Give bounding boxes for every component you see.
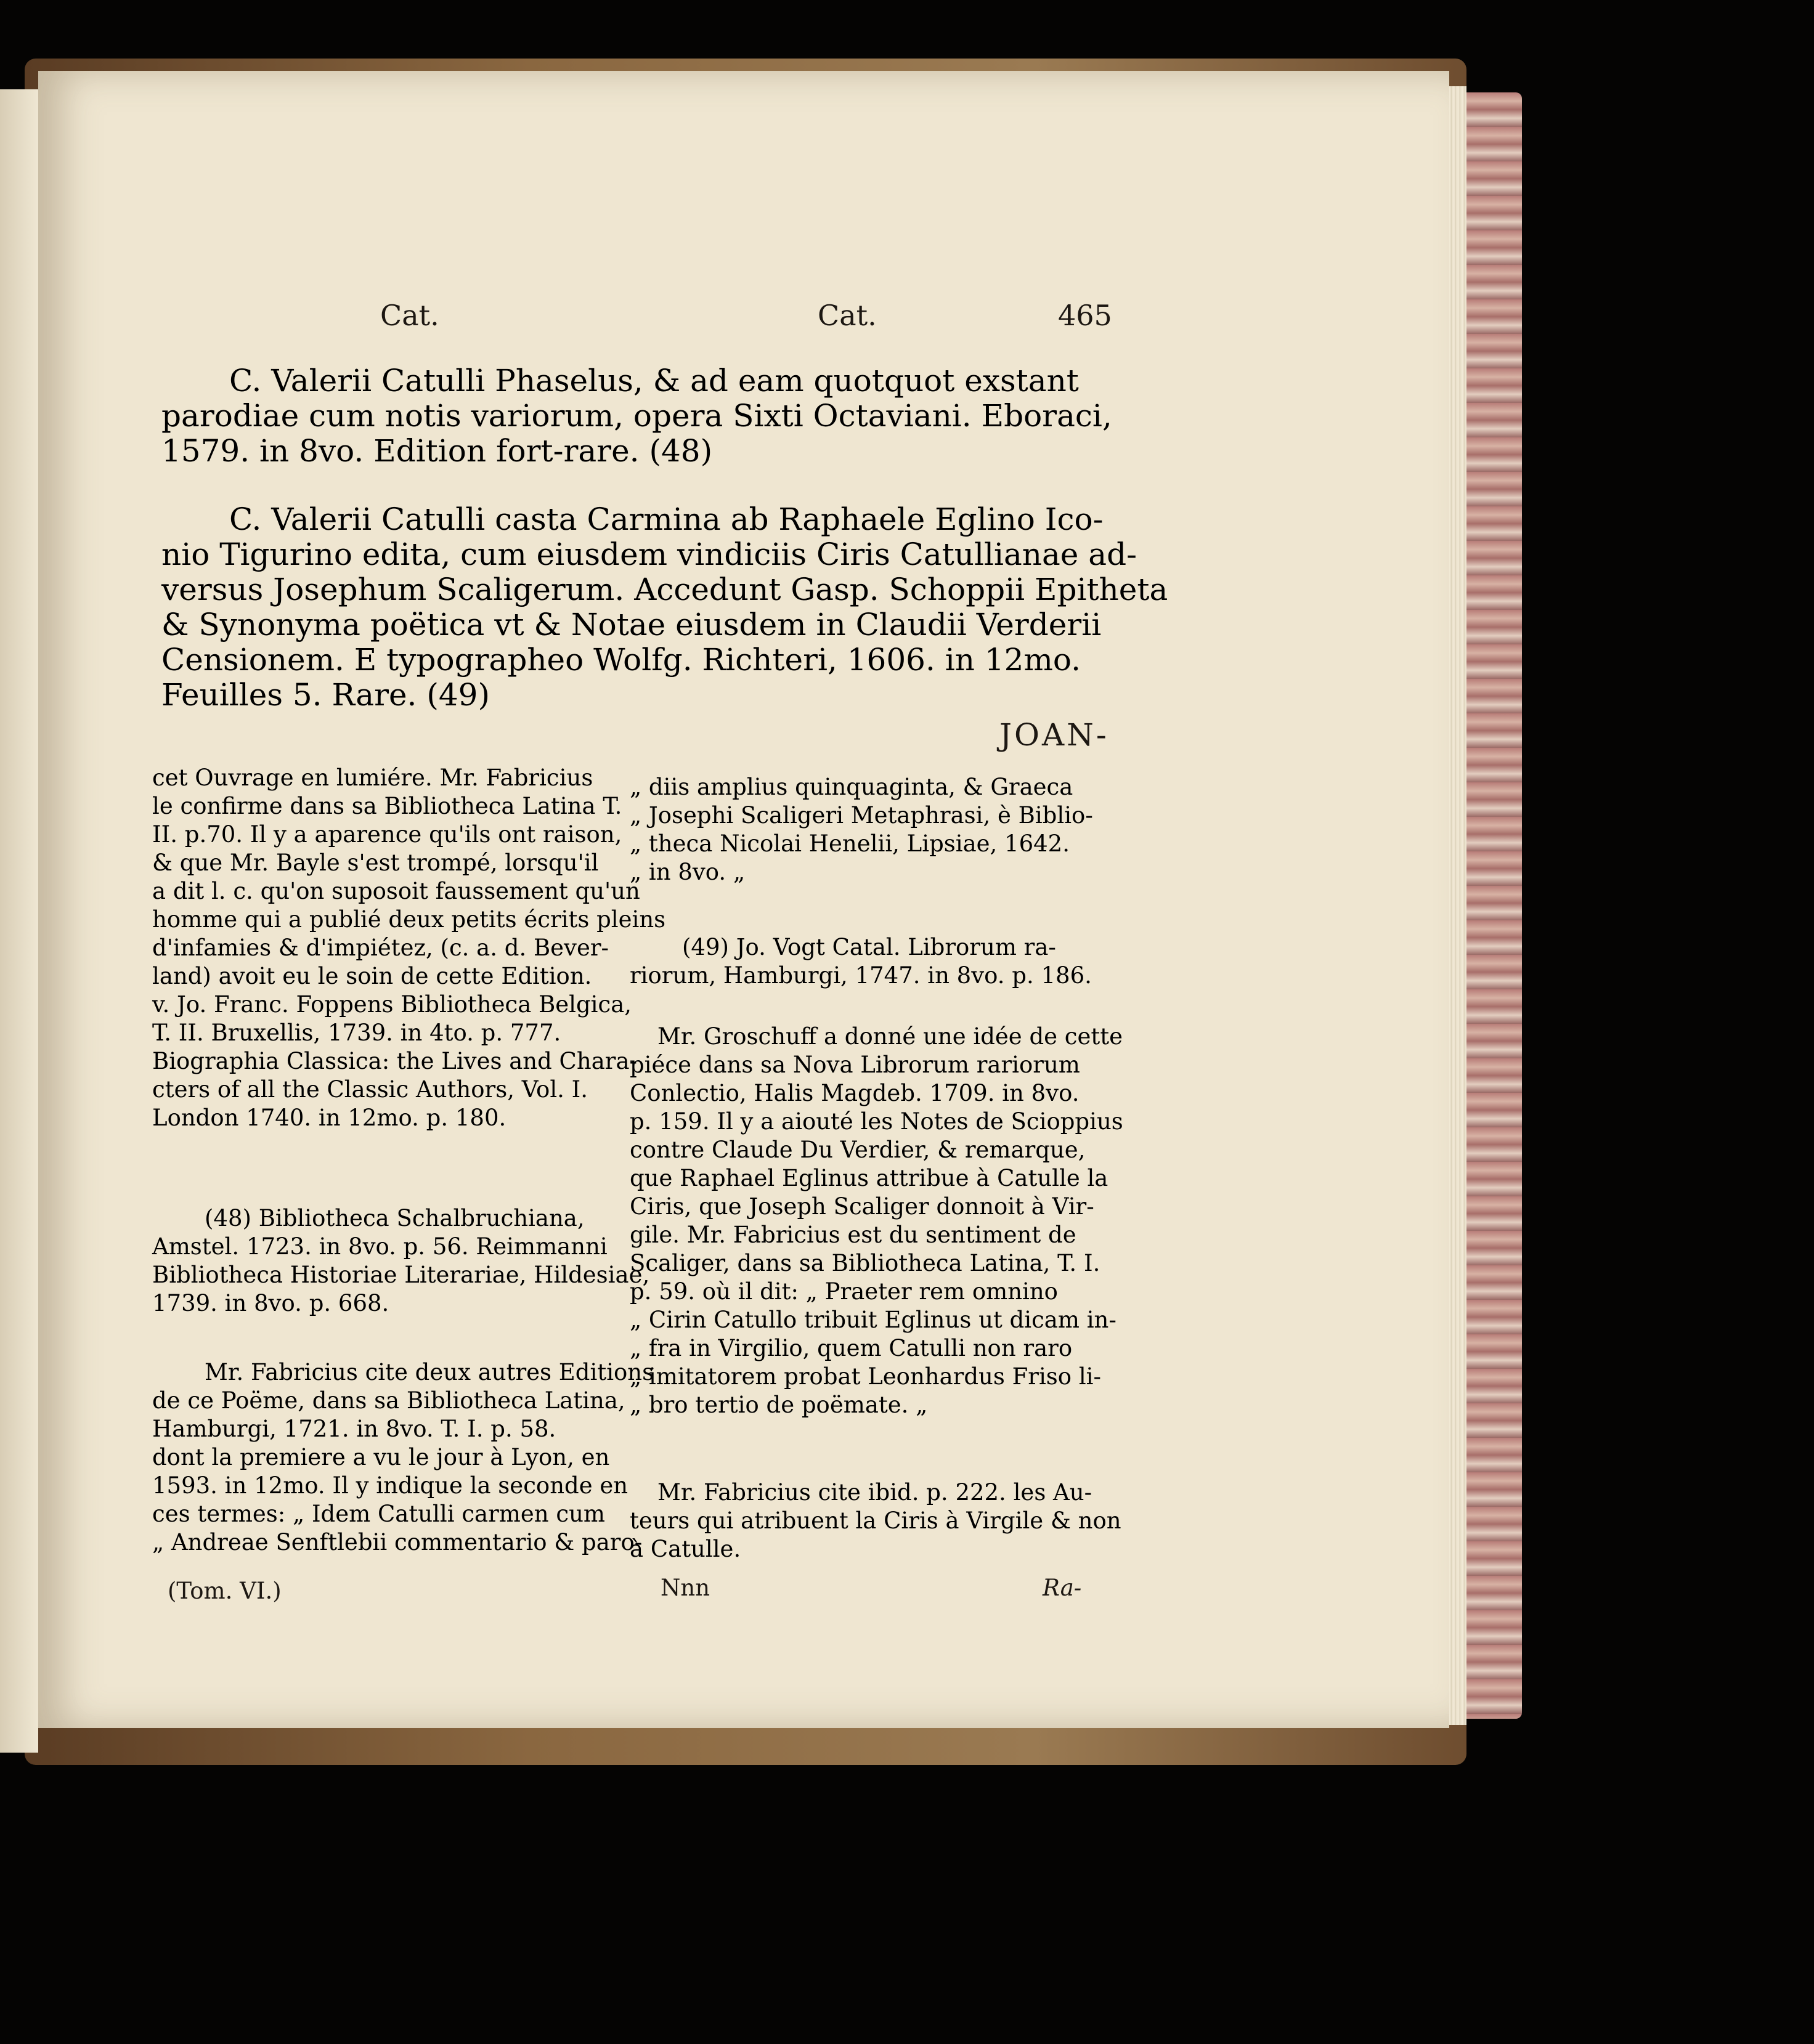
text-line: 1739. in 8vo. p. 668.	[152, 1290, 389, 1316]
text-line: Mr. Fabricius cite deux autres Editions	[205, 1359, 654, 1385]
right-note-4	[630, 1478, 1121, 1563]
entry-catulli-carmina	[161, 502, 1168, 713]
text-line: piéce dans sa Nova Librorum rariorum	[630, 1052, 1080, 1078]
text-line: teurs qui atribuent la Ciris à Virgile & non	[630, 1507, 1121, 1534]
text-line: p. 159. Il y a aiouté les Notes de Scioppius	[630, 1108, 1123, 1135]
text-line: Ciris, que Joseph Scaliger donnoit à Vir-	[630, 1193, 1094, 1220]
text-line: Hamburgi, 1721. in 8vo. T. I. p. 58.	[152, 1416, 556, 1442]
text-line: T. II. Bruxellis, 1739. in 4to. p. 777.	[152, 1020, 561, 1046]
left-note-1	[152, 764, 665, 1132]
text-line: ces termes: „ Idem Catulli carmen cum	[152, 1501, 605, 1527]
text-line: gile. Mr. Fabricius est du sentiment de	[630, 1222, 1076, 1248]
volume-signature: (Tom. VI.)	[168, 1578, 282, 1604]
text-line: „ bro tertio de poëmate. „	[630, 1392, 928, 1418]
text-line: Mr. Fabricius cite ibid. p. 222. les Au-	[657, 1479, 1092, 1506]
text-line: Amstel. 1723. in 8vo. p. 56. Reimmanni	[152, 1233, 608, 1260]
text-line: London 1740. in 12mo. p. 180.	[152, 1105, 506, 1131]
catchword-bottom: Ra-	[1043, 1575, 1082, 1601]
text-line: 1593. in 12mo. Il y indique la seconde en	[152, 1472, 628, 1499]
page-number: 465	[1058, 299, 1112, 332]
text-line: 1579. in 8vo. Edition fort-rare. (48)	[161, 433, 713, 469]
text-line: v. Jo. Franc. Foppens Bibliotheca Belgica,	[152, 991, 632, 1018]
text-line: dont la premiere a vu le jour à Lyon, en	[152, 1444, 610, 1470]
right-note-2	[630, 933, 1092, 990]
right-note-1	[630, 773, 1093, 886]
text-line: a dit l. c. qu'on suposoit faussement qu'un	[152, 878, 640, 904]
text-line: p. 59. où il dit: „ Praeter rem omnino	[630, 1278, 1058, 1305]
text-line: land) avoit eu le soin de cette Edition.	[152, 963, 592, 989]
text-line: le confirme dans sa Bibliotheca Latina T.	[152, 793, 622, 819]
text-line: „ Cirin Catullo tribuit Eglinus ut dicam in-	[630, 1307, 1116, 1333]
text-line: à Catulle.	[630, 1536, 741, 1562]
text-line: „ Josephi Scaligeri Metaphrasi, è Biblio-	[630, 802, 1093, 829]
right-note-3	[630, 1023, 1123, 1419]
text-line: cters of all the Classic Authors, Vol. I.	[152, 1076, 588, 1103]
text-line: nio Tigurino edita, cum eiusdem vindiciis Ciris Catullianae ad-	[161, 537, 1137, 572]
entry-catulli-phaselus	[161, 363, 1112, 469]
left-note-2	[152, 1204, 649, 1318]
text-line: Mr. Groschuff a donné une idée de cette	[657, 1023, 1123, 1050]
text-line: de ce Poëme, dans sa Bibliotheca Latina,	[152, 1387, 625, 1414]
text-line: Conlectio, Halis Magdeb. 1709. in 8vo.	[630, 1080, 1080, 1106]
text-line: Scaliger, dans sa Bibliotheca Latina, T. I.	[630, 1250, 1100, 1276]
page	[38, 71, 1449, 1728]
text-line: Censionem. E typographeo Wolfg. Richteri, 1606. in 12mo.	[161, 642, 1081, 678]
text-line: Feuilles 5. Rare. (49)	[161, 677, 490, 713]
gathering-signature: Nnn	[661, 1575, 710, 1601]
running-head-left: Cat.	[380, 299, 439, 332]
text-line: parodiae cum notis variorum, opera Sixti Octaviani. Eboraci,	[161, 398, 1112, 434]
text-line: „ imitatorem probat Leonhardus Friso li-	[630, 1363, 1102, 1390]
text-line: C. Valerii Catulli casta Carmina ab Raphaele Eglino Ico-	[229, 501, 1104, 537]
left-note-3	[152, 1358, 654, 1557]
text-line: „ Andreae Senftlebii commentario & paro-	[152, 1529, 643, 1555]
text-line: „ diis amplius quinquaginta, & Graeca	[630, 774, 1073, 800]
text-line: Bibliotheca Historiae Literariae, Hildesiae,	[152, 1262, 650, 1288]
text-line: riorum, Hamburgi, 1747. in 8vo. p. 186.	[630, 962, 1092, 989]
text-line: contre Claude Du Verdier, & remarque,	[630, 1137, 1086, 1163]
text-line: (48) Bibliotheca Schalbruchiana,	[205, 1205, 585, 1231]
text-line: „ fra in Virgilio, quem Catulli non raro	[630, 1335, 1073, 1361]
text-line: C. Valerii Catulli Phaselus, & ad eam quotquot exstant	[229, 363, 1079, 399]
text-line: „ theca Nicolai Henelii, Lipsiae, 1642.	[630, 830, 1070, 857]
left-page-edge	[0, 89, 38, 1753]
text-line: homme qui a publié deux petits écrits pleins	[152, 906, 666, 933]
text-line: (49) Jo. Vogt Catal. Librorum ra-	[682, 934, 1056, 960]
running-head-center: Cat.	[818, 299, 877, 332]
catchword-top: JOAN-	[999, 717, 1109, 753]
text-line: II. p.70. Il y a aparence qu'ils ont raison,	[152, 821, 622, 848]
text-line: versus Josephum Scaligerum. Accedunt Gasp. Schoppii Epitheta	[161, 572, 1168, 607]
text-line: „ in 8vo. „	[630, 859, 746, 885]
text-line: d'infamies & d'impiétez, (c. a. d. Bever-	[152, 935, 609, 961]
text-line: cet Ouvrage en lumiére. Mr. Fabricius	[152, 764, 593, 791]
text-line: que Raphael Eglinus attribue à Catulle la	[630, 1165, 1108, 1191]
text-line: & Synonyma poëtica vt & Notae eiusdem in Claudii Verderii	[161, 607, 1102, 643]
text-line: & que Mr. Bayle s'est trompé, lorsqu'il	[152, 850, 599, 876]
text-line: Biographia Classica: the Lives and Chara-	[152, 1048, 638, 1074]
